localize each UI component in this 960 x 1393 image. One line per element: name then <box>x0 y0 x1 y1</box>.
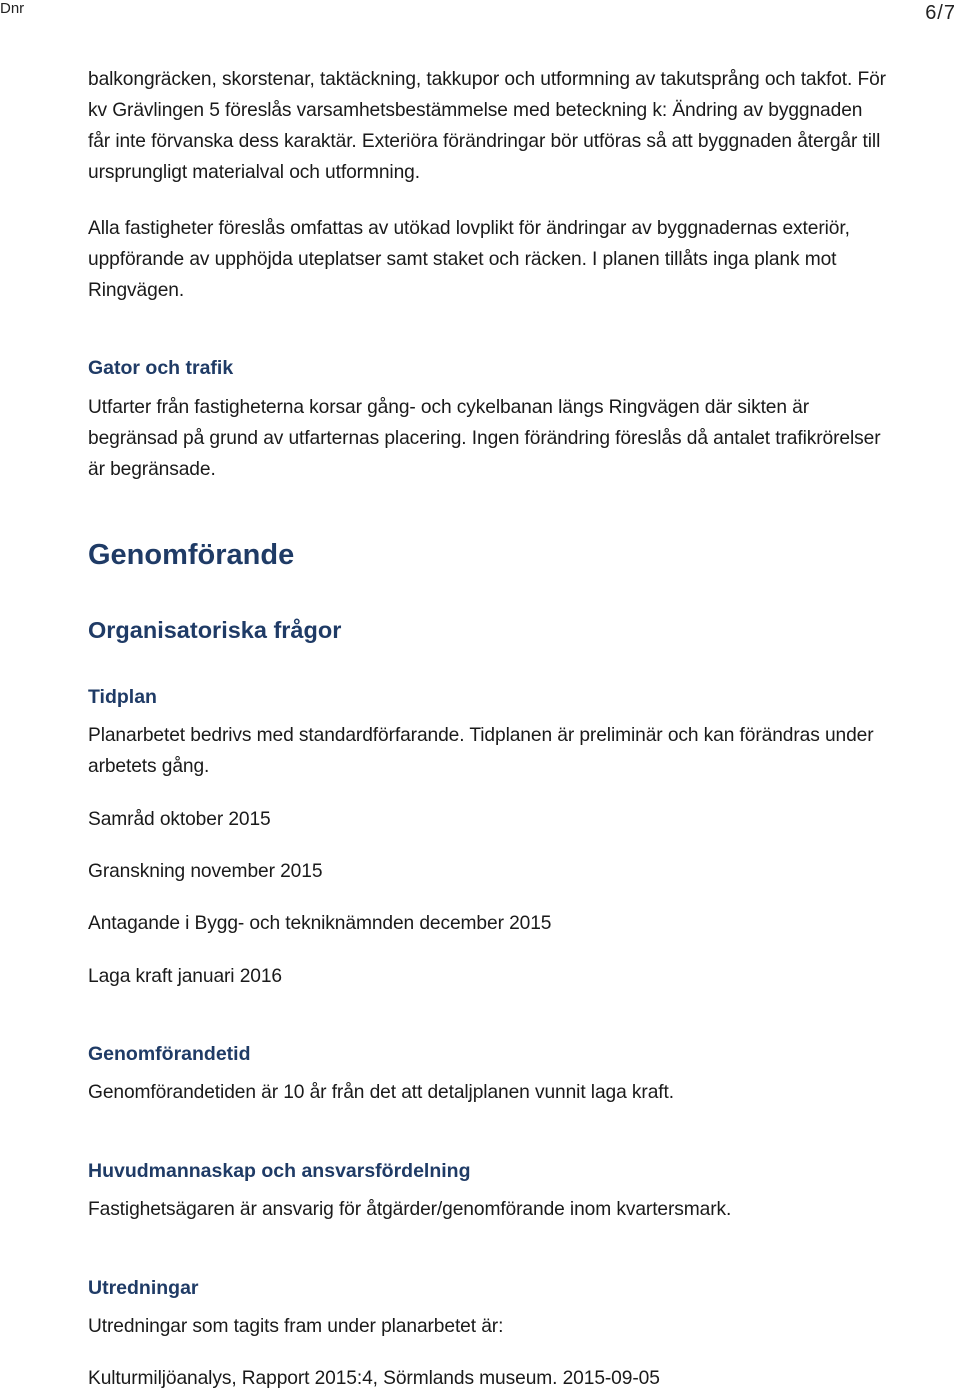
paragraph-lovplikt: Alla fastigheter föreslås omfattas av utökad lovplikt för ändringar av byggnadernas exteriör, uppförande av upphöjda uteplatser samt staket och räcken. I planen tillåts inga plank mot Ringvägen. <box>88 218 850 301</box>
document-number-label: Dnr <box>0 0 25 17</box>
paragraph-genomforandetid: Genomförandetiden är 10 år från det att detaljplanen vunnit laga kraft. <box>88 1082 674 1103</box>
paragraph-tidplan: Planarbetet bedrivs med standardförfarande. Tidplanen är preliminär och kan förändras under arbetets gång. <box>88 725 874 777</box>
page-number: 6/7 <box>925 2 956 24</box>
heading-gator-och-trafik: Gator och trafik <box>88 357 234 379</box>
heading-organisatoriska-fragor: Organisatoriska frågor <box>88 617 342 643</box>
paragraph-huvudmannaskap: Fastighetsägaren är ansvarig för åtgärder/genomförande inom kvartersmark. <box>88 1199 732 1220</box>
schedule-item: Granskning november 2015 <box>88 861 323 882</box>
schedule-item: Laga kraft januari 2016 <box>88 966 282 987</box>
paragraph-intro: balkongräcken, skorstenar, taktäckning, takkupor och utformning av takutsprång och takfot. För kv Grävlingen 5 föreslås varsamhetsbestämmelse med beteckning k: Ändring av byggnaden får inte förvanska dess karaktär. Exteriöra förändringar bör utföras så att byggnaden återgår till ursprungligt materialval och utformning. <box>88 69 886 183</box>
paragraph-kulturmiljoanalys: Kulturmiljöanalys, Rapport 2015:4, Sörmlands museum. 2015-09-05 <box>88 1368 660 1389</box>
heading-utredningar: Utredningar <box>88 1277 199 1299</box>
heading-genomforandetid: Genomförandetid <box>88 1043 251 1065</box>
schedule-item: Samråd oktober 2015 <box>88 809 271 830</box>
heading-genomforande: Genomförande <box>88 539 295 571</box>
heading-tidplan: Tidplan <box>88 686 157 708</box>
paragraph-utredningar: Utredningar som tagits fram under planarbetet är: <box>88 1316 504 1337</box>
schedule-item: Antagande i Bygg- och tekniknämnden december 2015 <box>88 913 552 934</box>
paragraph-gator: Utfarter från fastigheterna korsar gång- och cykelbanan längs Ringvägen där sikten är begränsad på grund av utfarternas placering. Ingen förändring föreslås då antalet trafikrörelser är begränsade. <box>88 397 881 480</box>
heading-huvudmannaskap: Huvudmannaskap och ansvarsfördelning <box>88 1160 471 1182</box>
